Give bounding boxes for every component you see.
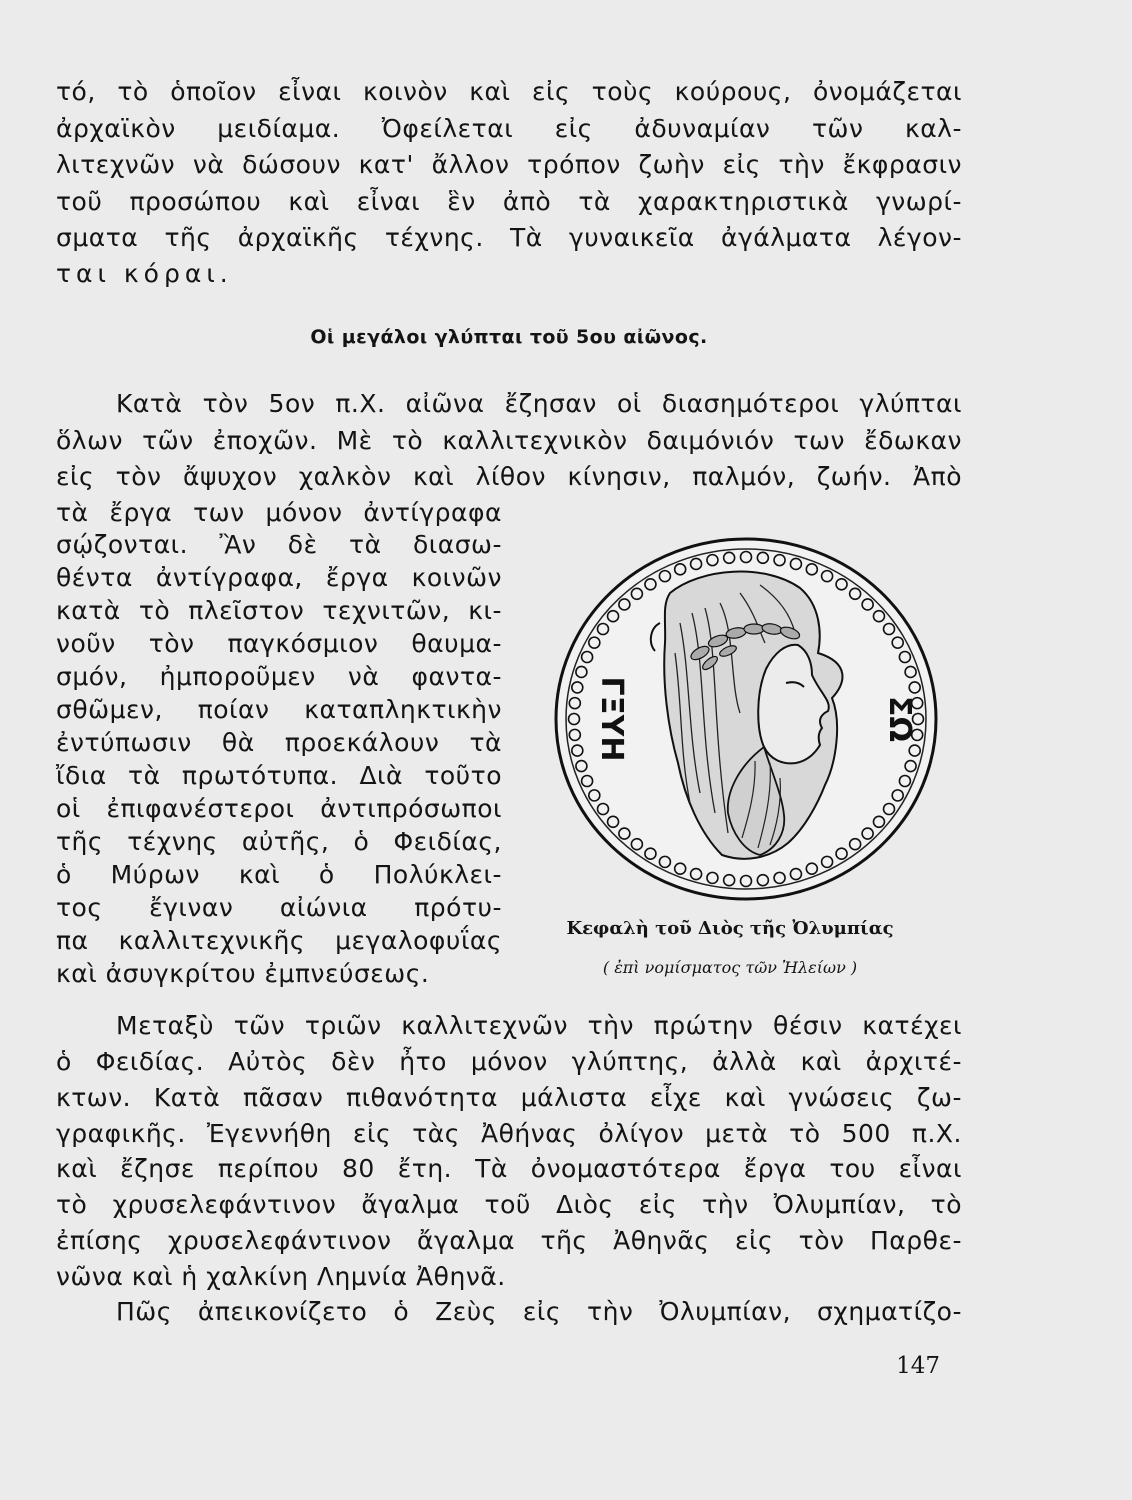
figure-caption-subtitle: ( ἐπὶ νομίσματος τῶν Ἠλείων ) xyxy=(602,958,858,977)
text-line: Μεταξὺ τῶν τριῶν καλλιτεχνῶν τὴν πρώτην θέσιν κατέχει xyxy=(116,1011,962,1040)
text-line: καὶ ἀσυγκρίτου ἐμπνεύσεως. xyxy=(56,959,430,988)
page-number: 147 xyxy=(896,1353,940,1379)
text-line: ὁ Φειδίας. Αὐτὸς δὲν ἦτο μόνον γλύπτης, ἀλλὰ καὶ ἀρχιτέ- xyxy=(56,1047,962,1076)
text-line: ἀρχαϊκὸν μειδίαμα. Ὀφείλεται εἰς ἀδυναμίαν τῶν καλ- xyxy=(56,114,962,143)
text-line: θέντα ἀντίγραφα, ἔργα κοινῶν xyxy=(56,563,502,592)
text-line: σῴζονται. Ἂν δὲ τὰ διασω- xyxy=(56,530,502,559)
text-line: κατὰ τὸ πλεῖστον τεχνιτῶν, κι- xyxy=(56,596,502,625)
text-line: ται κόραι. xyxy=(56,259,233,288)
text-line: καὶ ἔζησε περίπου 80 ἔτη. Τὰ ὀνομαστότερα ἔργα του εἶναι xyxy=(56,1154,962,1183)
text-line: ἐντύπωσιν θὰ προεκάλουν τὰ xyxy=(56,728,502,757)
text-line: ἐπίσης χρυσελεφάντινον ἄγαλμα τῆς Ἀθηνᾶς εἰς τὸν Παρθε- xyxy=(56,1226,962,1255)
text-line: γραφικῆς. Ἐγεννήθη εἰς τὰς Ἀθήνας ὀλίγον μετὰ τὸ 500 π.Χ. xyxy=(56,1119,962,1148)
coin-legend-right: ΣΩ xyxy=(882,696,917,742)
text-line: Κατὰ τὸν 5ον π.Χ. αἰῶνα ἔζησαν οἱ διασημότεροι γλύπται xyxy=(116,389,962,418)
zeus-coin-illustration xyxy=(550,533,942,905)
text-line: πα καλλιτεχνικῆς μεγαλοφυΐας xyxy=(56,926,502,955)
text-line: σμόν, ἠμποροῦμεν νὰ φαντα- xyxy=(56,662,502,691)
text-line: τῆς τέχνης αὐτῆς, ὁ Φειδίας, xyxy=(56,827,502,856)
text-line: τὸ χρυσελεφάντινον ἄγαλμα τοῦ Διὸς εἰς τὴν Ὀλυμπίαν, τὸ xyxy=(56,1190,962,1219)
text-line: νῶνα καὶ ἡ χαλκίνη Λημνία Ἀθηνᾶ. xyxy=(56,1262,506,1291)
text-line: νοῦν τὸν παγκόσμιον θαυμα- xyxy=(56,629,502,658)
text-line: λιτεχνῶν νὰ δώσουν κατ' ἄλλον τρόπον ζωὴν εἰς τὴν ἔκφρασιν xyxy=(56,150,962,179)
text-line: ὁ Μύρων καὶ ὁ Πολύκλει- xyxy=(56,860,502,889)
text-line: κτων. Κατὰ πᾶσαν πιθανότητα μάλιστα εἶχε καὶ γνώσεις ζω- xyxy=(56,1083,962,1112)
text-line: τὰ ἔργα των μόνον ἀντίγραφα xyxy=(56,498,502,527)
text-line: σθῶμεν, ποίαν καταπληκτικὴν xyxy=(56,695,502,724)
text-line: Πῶς ἀπεικονίζετο ὁ Ζεὺς εἰς τὴν Ὀλυμπίαν, σχηματίζο- xyxy=(116,1297,962,1326)
text-line: τος ἔγιναν αἰώνια πρότυ- xyxy=(56,893,502,922)
text-line: οἱ ἐπιφανέστεροι ἀντιπρόσωποι xyxy=(56,794,502,823)
text-line: τοῦ προσώπου καὶ εἶναι ἓν ἀπὸ τὰ χαρακτηριστικὰ γνωρί- xyxy=(56,187,962,216)
text-line: τό, τὸ ὁποῖον εἶναι κοινὸν καὶ εἰς τοὺς κούρους, ὀνομάζεται xyxy=(56,77,962,106)
figure-caption-title: Κεφαλὴ τοῦ Διὸς τῆς Ὀλυμπίας xyxy=(566,918,894,939)
coin-legend-left: ΓΞΥΗ xyxy=(594,676,629,762)
text-line: σματα τῆς ἀρχαϊκῆς τέχνης. Τὰ γυναικεῖα ἀγάλματα λέγον- xyxy=(56,223,962,252)
text-line: ὅλων τῶν ἐποχῶν. Μὲ τὸ καλλιτεχνικὸν δαιμόνιόν των ἔδωκαν xyxy=(56,426,962,455)
text-line: ἴδια τὰ πρωτότυπα. Διὰ τοῦτο xyxy=(56,761,502,790)
section-heading: Οἱ μεγάλοι γλύπται τοῦ 5ου αἰῶνος. xyxy=(310,326,708,348)
text-line: εἰς τὸν ἄψυχον χαλκὸν καὶ λίθον κίνησιν, παλμόν, ζωήν. Ἀπὸ xyxy=(56,462,962,491)
